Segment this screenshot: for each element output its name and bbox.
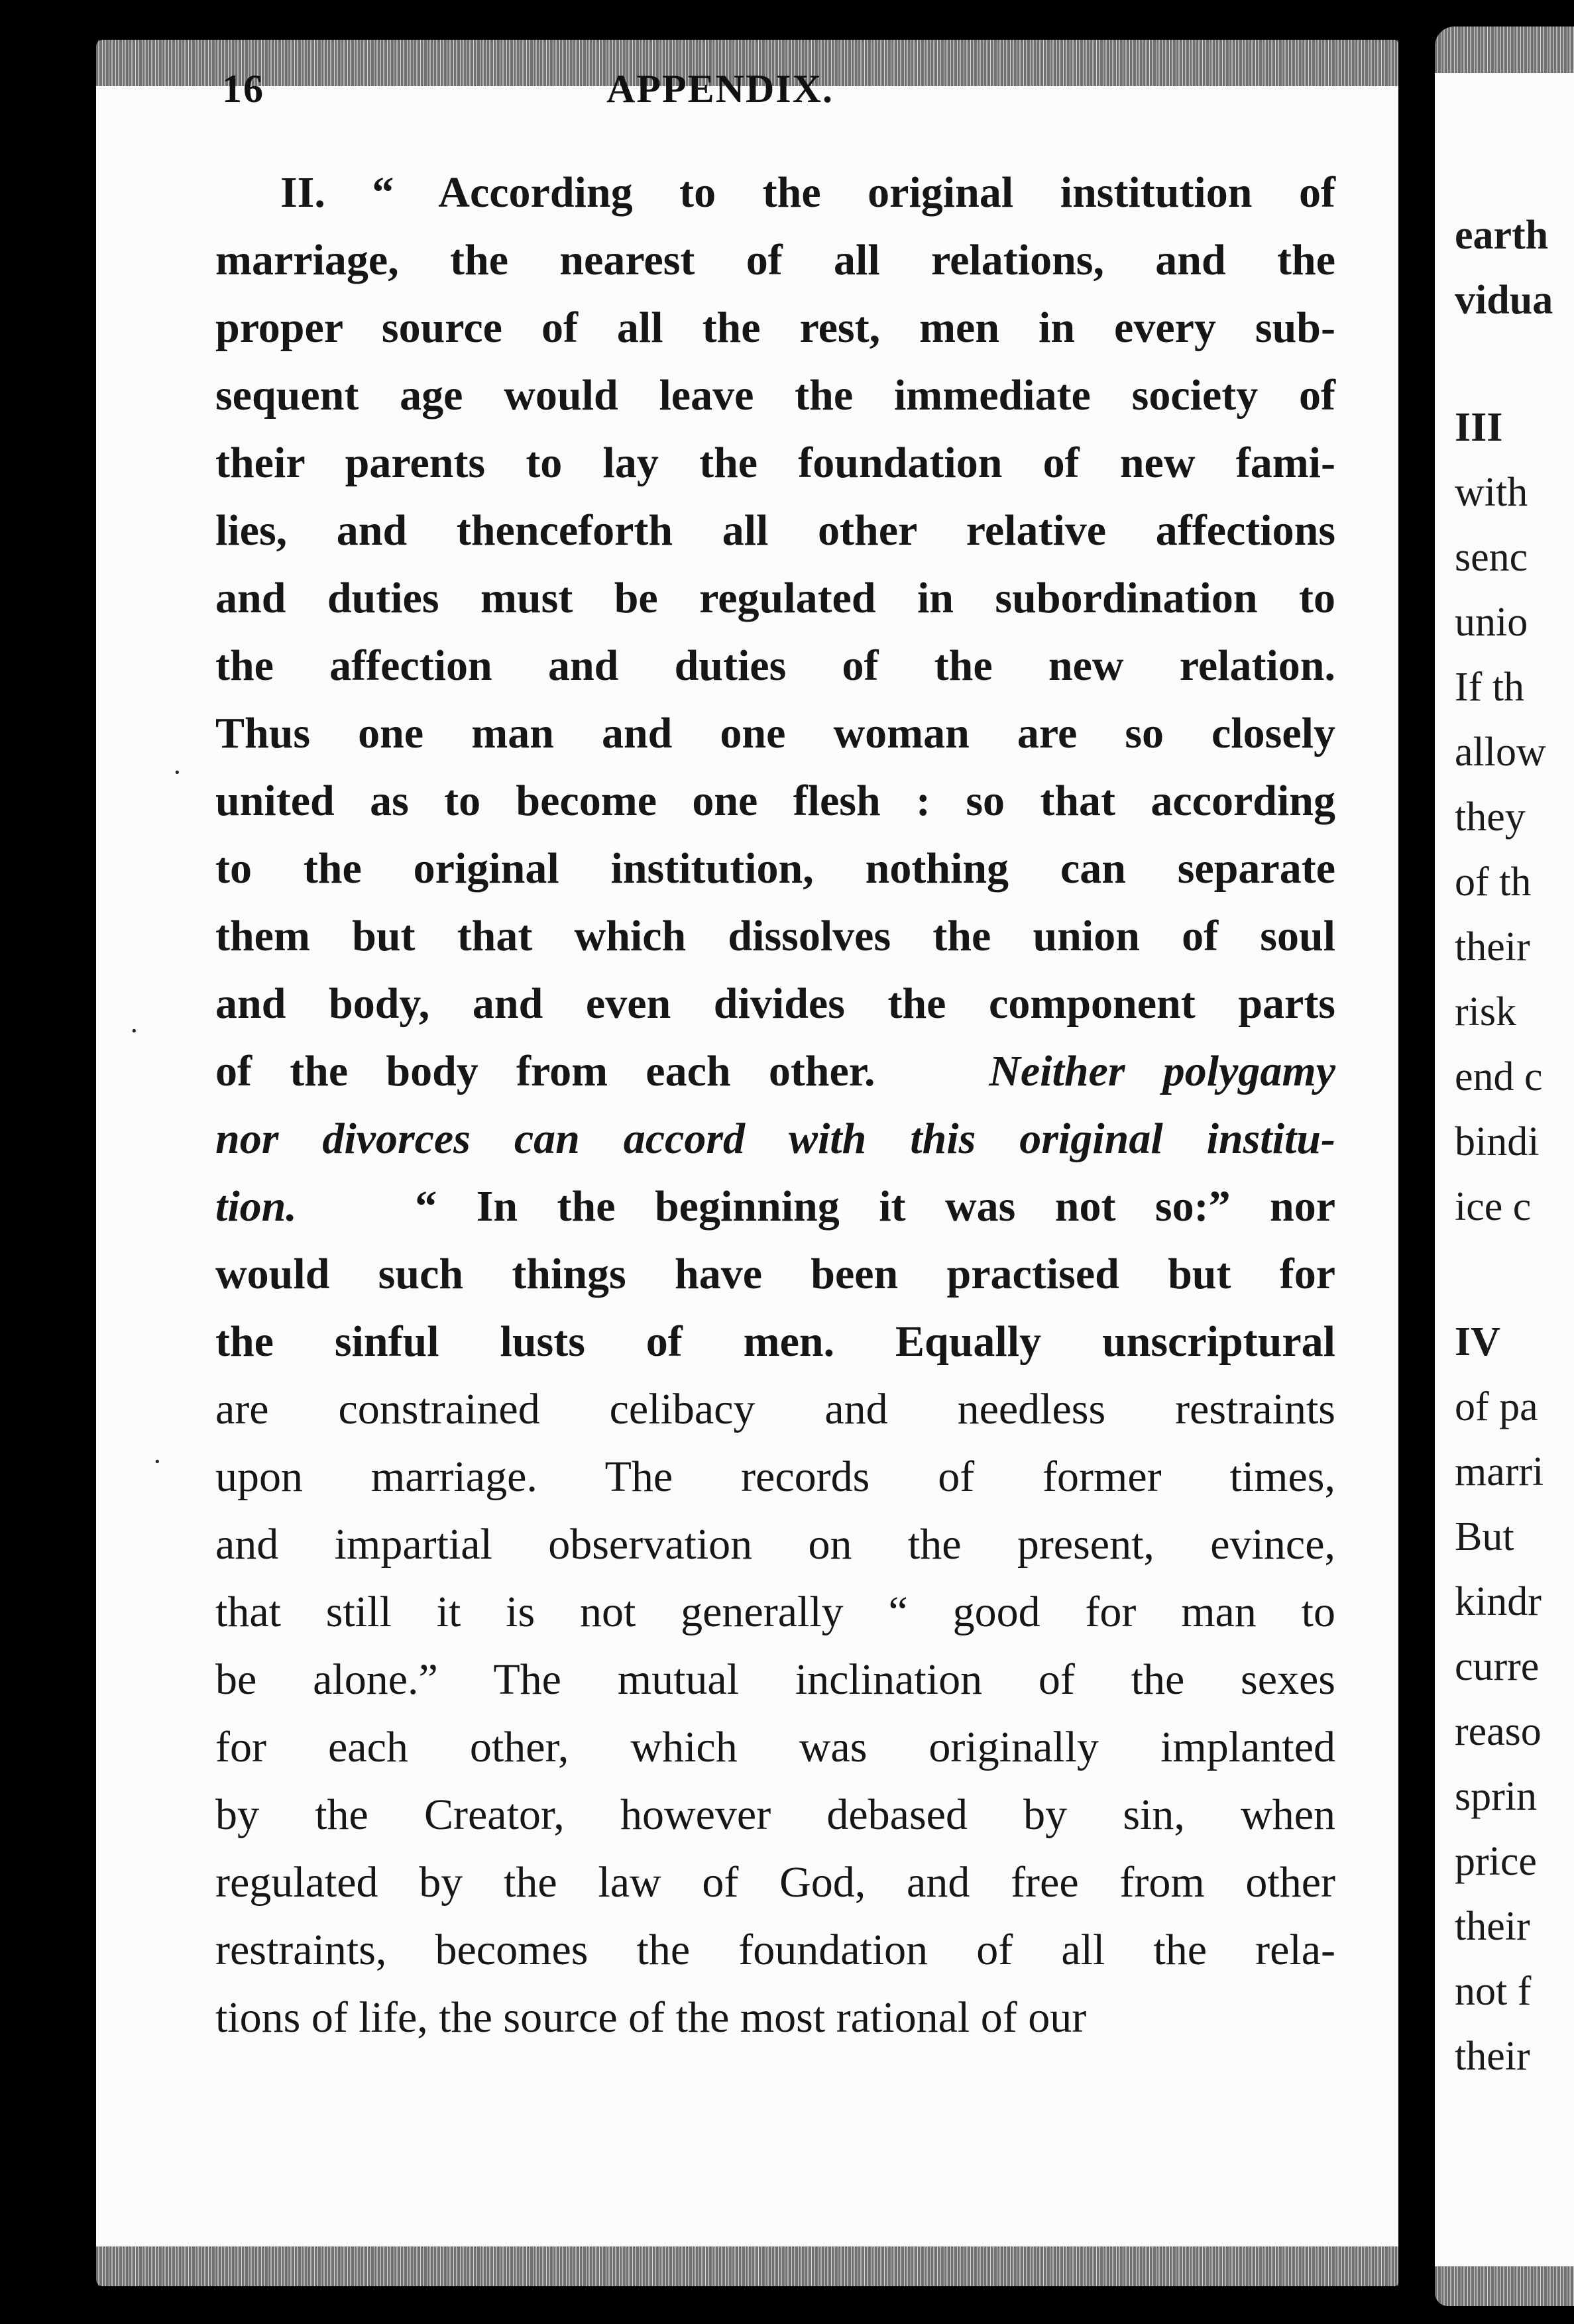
- margin-specks: ·: [152, 1445, 162, 1478]
- right-bottom-edge-noise: [1435, 2266, 1574, 2306]
- facing-fragment: their: [1455, 2034, 1530, 2079]
- text-line: by the Creator, however debased by sin, when: [215, 1791, 1335, 1839]
- body-paragraph: [215, 159, 1335, 2052]
- text-span: of the body from each other.: [215, 1047, 875, 1095]
- text-line: them but that which dissolves the union of soul: [215, 912, 1335, 960]
- right-page-edge: [1435, 27, 1574, 2306]
- facing-fragment: risk: [1455, 989, 1516, 1034]
- text-line: [215, 1038, 1335, 1105]
- facing-fragment: price: [1455, 1839, 1537, 1884]
- text-line: united as to become one flesh : so that according: [215, 777, 1335, 825]
- facing-fragment: ice c: [1455, 1184, 1532, 1229]
- italic-span: Neither polygamy: [989, 1047, 1336, 1095]
- facing-fragment: If th: [1455, 665, 1525, 710]
- facing-fragment: earth: [1455, 213, 1549, 258]
- facing-fragment: reaso: [1455, 1709, 1542, 1754]
- facing-fragment: of pa: [1455, 1384, 1538, 1429]
- text-line: be alone.” The mutual inclination of the sexes: [215, 1655, 1335, 1704]
- text-line: to the original institution, nothing can separate: [215, 844, 1335, 893]
- text-line: tions of life, the source of the most rational of our: [215, 1993, 1087, 2042]
- facing-fragment: marri: [1455, 1449, 1544, 1494]
- facing-fragment: But: [1455, 1514, 1514, 1559]
- facing-fragment: their: [1455, 1904, 1530, 1949]
- facing-fragment: not f: [1455, 1969, 1532, 2014]
- text-line: proper source of all the rest, men in every sub-: [215, 304, 1335, 352]
- page-number: 16: [222, 67, 264, 111]
- text-line: and duties must be regulated in subordination to: [215, 574, 1335, 622]
- text-line: nor divorces can accord with this original institu-: [215, 1115, 1335, 1163]
- facing-fragment: vidua: [1455, 278, 1553, 323]
- facing-fragment: bindi: [1455, 1119, 1540, 1164]
- text-line: II. “ According to the original institution of: [280, 168, 1335, 217]
- text-line: the sinful lusts of men. Equally unscriptural: [215, 1317, 1335, 1366]
- text-line: sequent age would leave the immediate society of: [215, 371, 1335, 419]
- text-line: for each other, which was originally implanted: [215, 1723, 1335, 1771]
- italic-span: tion.: [215, 1182, 297, 1231]
- facing-fragment: with: [1455, 470, 1528, 515]
- facing-fragment: III: [1455, 405, 1503, 450]
- facing-fragment: allow: [1455, 730, 1546, 775]
- text-line: Thus one man and one woman are so closely: [215, 709, 1335, 757]
- facing-fragment: IV: [1455, 1319, 1500, 1364]
- facing-fragment: their: [1455, 924, 1530, 969]
- text-line: lies, and thenceforth all other relative affections: [215, 506, 1335, 555]
- text-span: “ In the beginning it was not so:” nor: [415, 1182, 1336, 1231]
- margin-specks: ·: [129, 1015, 139, 1047]
- text-line: their parents to lay the foundation of new fami-: [215, 439, 1335, 487]
- facing-fragment: senc: [1455, 535, 1528, 580]
- facing-fragment: end c: [1455, 1054, 1543, 1099]
- text-line: restraints, becomes the foundation of all the rela-: [215, 1926, 1335, 1974]
- running-head-title: APPENDIX.: [606, 67, 834, 111]
- text-line: the affection and duties of the new relation.: [215, 641, 1335, 690]
- bottom-edge-noise: [96, 2246, 1398, 2286]
- text-line: [215, 1173, 1335, 1241]
- right-top-edge-noise: [1435, 27, 1574, 73]
- margin-specks: ·: [172, 756, 182, 789]
- facing-fragment: kindr: [1455, 1579, 1542, 1624]
- text-line: upon marriage. The records of former times,: [215, 1453, 1335, 1501]
- text-line: are constrained celibacy and needless restraints: [215, 1385, 1335, 1433]
- text-line: regulated by the law of God, and free from other: [215, 1858, 1335, 1907]
- text-line: that still it is not generally “ good for man to: [215, 1588, 1335, 1636]
- text-line: and impartial observation on the present, evince,: [215, 1520, 1335, 1569]
- text-line: marriage, the nearest of all relations, and the: [215, 236, 1335, 284]
- facing-fragment: unio: [1455, 600, 1528, 645]
- facing-fragment: they: [1455, 795, 1526, 840]
- facing-fragment: of th: [1455, 859, 1532, 905]
- facing-fragment: curre: [1455, 1644, 1540, 1689]
- text-line: would such things have been practised but for: [215, 1250, 1335, 1298]
- facing-fragment: sprin: [1455, 1774, 1537, 1819]
- text-line: and body, and even divides the component parts: [215, 979, 1335, 1028]
